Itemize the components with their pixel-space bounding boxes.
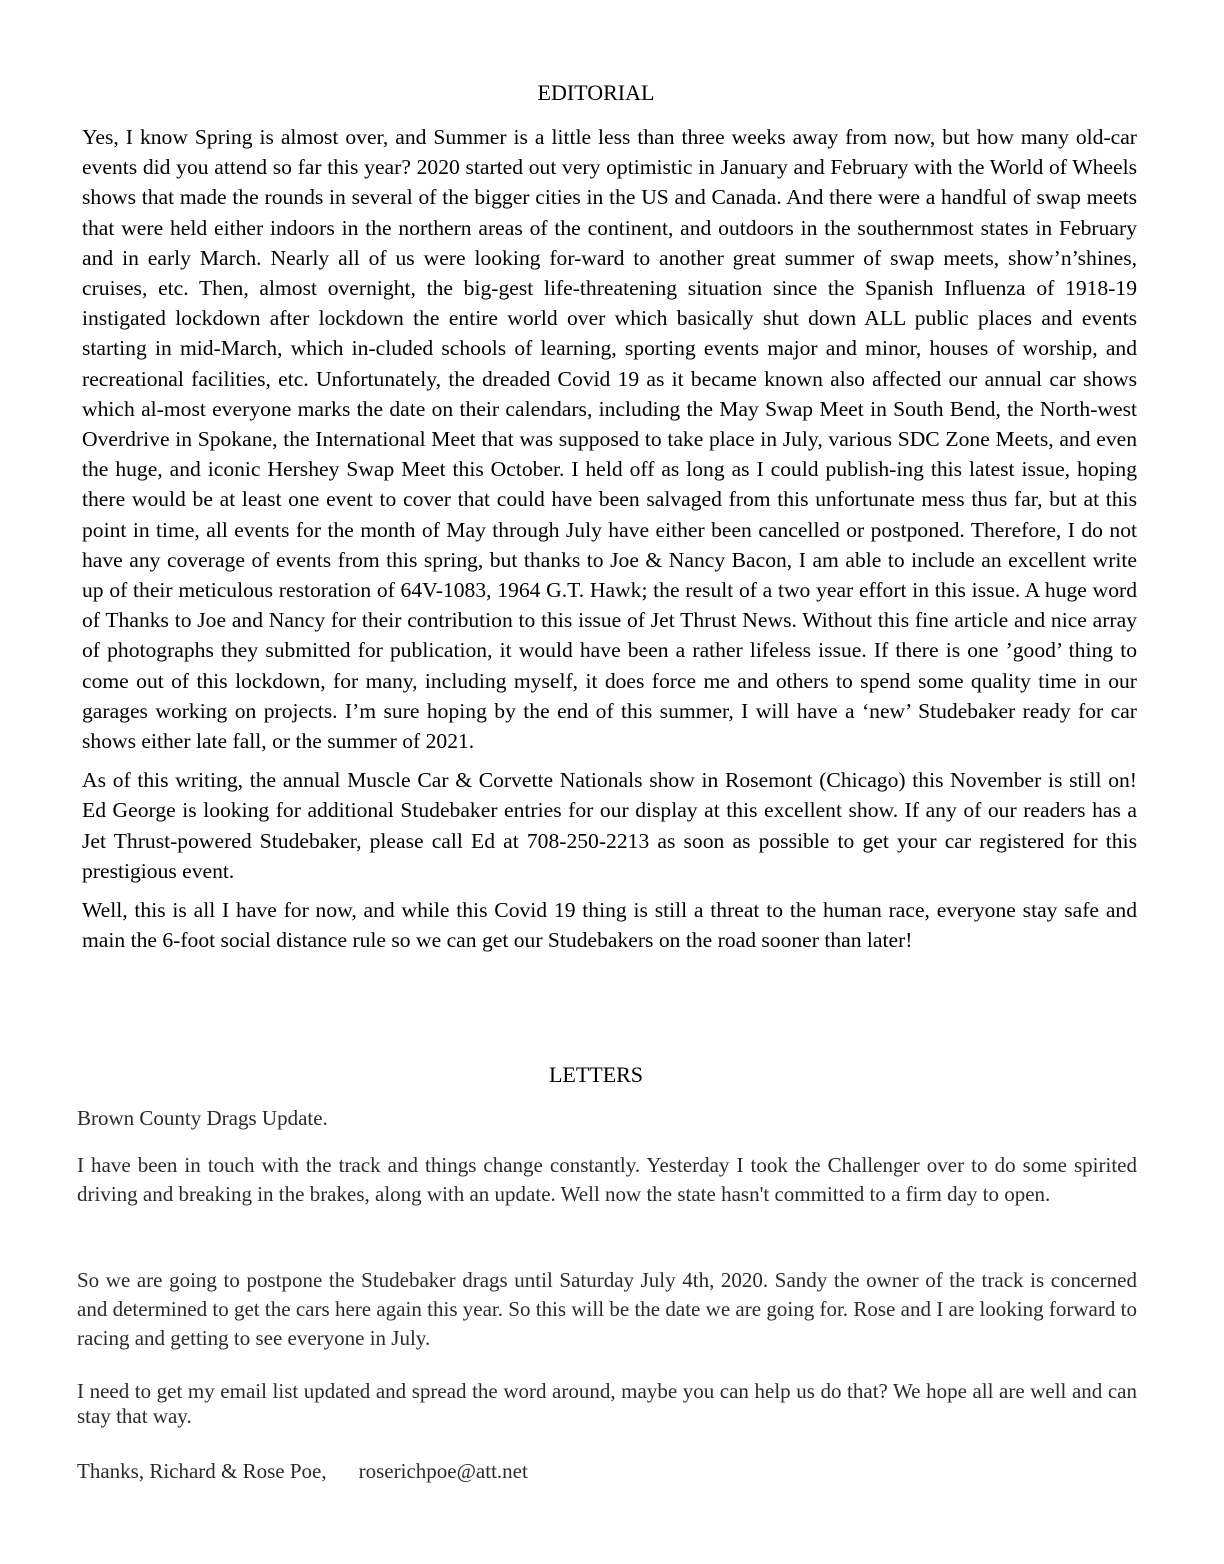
letter-paragraph: So we are going to postpone the Studebaker drags until Saturday July 4th, 2020. Sandy the owner of the track is concerned and determined to get the cars here again this year. So this will be the date we are going for. Rose and I are looking forward to racing and getting to see everyone in July. <box>77 1268 1137 1350</box>
letter-body <box>77 1379 1137 1429</box>
editorial-body <box>82 122 1137 964</box>
letter-signature: Thanks, Richard & Rose Poe, <box>77 1459 327 1483</box>
letter-body <box>77 1151 1137 1209</box>
letter-signature-line <box>77 1457 1137 1485</box>
editorial-heading: EDITORIAL <box>537 80 655 105</box>
editorial-paragraph: Well, this is all I have for now, and while this Covid 19 thing is still a threat to the human race, everyone stay safe and main the 6-foot social distance rule so we can get our Studebakers on the road sooner than later! <box>82 898 1137 953</box>
letter-email[interactable]: roserichpoe@att.net <box>358 1459 528 1483</box>
editorial-paragraph: Yes, I know Spring is almost over, and Summer is a little less than three weeks away from now, but how many old-car events did you attend so far this year? 2020 started out very optimistic in January and February with the World of Wheels shows that made the rounds in several of the bigger cities in the US and Canada. And there were a handful of swap meets that were held either indoors in the northern areas of the continent, and outdoors in the southernmost states in February and in early March. Nearly all of us were looking for-ward to another great summer of swap meets, show’n’shines, cruises, etc. Then, almost overnight, the big-gest life-threatening situation since the Spanish Influenza of 1918-19 instigated lockdown after lockdown the entire world over which basically shut down ALL public places and events starting in mid-March, which in-cluded schools of learning, sporting events major and minor, houses of worship, and recreational facilities, etc. Unfortunately, the dreaded Covid 19 as it became known also affected our annual car shows which al-most everyone marks the date on their calendars, including the May Swap Meet in South Bend, the North-west Overdrive in Spokane, the International Meet that was supposed to take place in July, various SDC Zone Meets, and even the huge, and iconic Hershey Swap Meet this October. I held off as long as I could publish-ing this latest issue, hoping there would be at least one event to cover that could have been salvaged from this unfortunate mess thus far, but at this point in time, all events for the month of May through July have either been cancelled or postponed. Therefore, I do not have any coverage of events from this spring, but thanks to Joe & Nancy Bacon, I am able to include an excellent write up of their meticulous restoration of 64V-1083, 1964 G.T. Hawk; the result of a two year effort in this issue. A huge word of Thanks to Joe and Nancy for their contribution to this issue of Jet Thrust News. Without this fine article and nice array of photographs they submitted for publication, it would have been a rather lifeless issue. If there is one ’good’ thing to come out of this lockdown, for many, including myself, it does force me and others to spend some quality time in our garages working on projects. I’m sure hoping by the end of this summer, I will have a ‘new’ Studebaker ready for car shows either late fall, or the summer of 2021. <box>82 125 1137 754</box>
letter-paragraph: I need to get my email list updated and spread the word around, maybe you can help us do that? We hope all are well and can stay that way. <box>77 1379 1137 1428</box>
letter-title: Brown County Drags Update. <box>77 1106 328 1130</box>
letters-heading: LETTERS <box>548 1062 644 1087</box>
letter-body <box>77 1266 1137 1353</box>
letter-paragraph: I have been in touch with the track and things change constantly. Yesterday I took the Challenger over to do some spirited driving and breaking in the brakes, along with an update. Well now the state hasn't committed to a firm day to open. <box>77 1153 1137 1206</box>
editorial-paragraph: As of this writing, the annual Muscle Car & Corvette Nationals show in Rosemont (Chicago) this November is still on! Ed George is looking for additional Studebaker entries for our display at this excellent show. If any of our readers has a Jet Thrust-powered Studebaker, please call Ed at 708-250-2213 as soon as possible to get your car registered for this prestigious event. <box>82 768 1137 883</box>
